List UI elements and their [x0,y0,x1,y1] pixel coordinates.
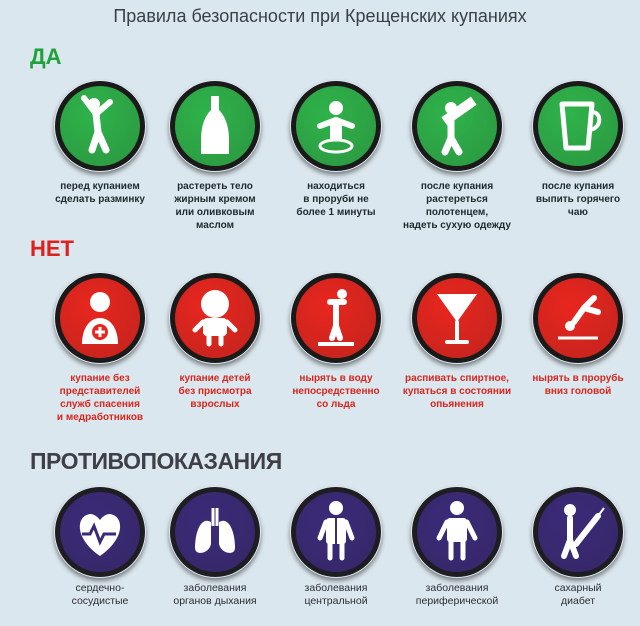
item-caption [270,372,402,411]
section-heading-yes: ДА [30,44,62,69]
syringe-icon [532,486,624,578]
item-caption [34,372,166,424]
caption-line: без присмотра [178,386,252,397]
caption-line: сосудистые [71,595,129,607]
item-caption [270,582,402,608]
caption-line: органов дыхания [173,595,257,607]
caption-line: служб спасения [60,399,140,410]
caption-line: периферической [415,595,499,607]
row-no [0,272,640,423]
caption-line: выпить горячего [535,194,621,205]
caption-line: опьянения [430,399,484,410]
nervous-system-icon [290,486,382,578]
oil-bottle-icon [169,80,261,172]
section-heading-contraindications: ПРОТИВОПОКАЗАНИЯ [30,448,282,474]
caption-line: после купания [541,181,615,192]
child-icon [169,272,261,364]
caption-line: нырять в воду [299,373,373,384]
heart-pulse-icon [54,486,146,578]
caption-line: распивать спиртное, [405,373,509,384]
row-contraindications [0,486,640,626]
diver-on-ice-icon [290,272,382,364]
caption-line: маслом [196,220,234,231]
item-caption [391,180,523,232]
diving-headfirst-icon [532,272,624,364]
caption-line: купание детей [179,373,251,384]
caption-line: чаю [568,207,588,218]
caption-line: и медработников [56,412,144,423]
caption-line: или оливковым [175,207,255,218]
caption-line: сахарный [554,582,602,594]
page-title: Правила безопасности при Крещенских купаниях [113,6,527,26]
caption-line: сделать разминку [55,194,145,205]
caption-line: нырять в прорубь [532,373,624,384]
person-in-ice-hole-icon [290,80,382,172]
person-with-towel-icon [411,80,503,172]
caption-line: купание без [70,373,130,384]
caption-line: заболевания [304,582,368,594]
section-heading-no: НЕТ [30,236,74,261]
caption-line: находиться [307,181,365,192]
cocktail-glass-icon [411,272,503,364]
item-caption [270,180,402,219]
caption-line: заболевания [183,582,247,594]
caption-line: взрослых [190,399,240,410]
caption-line: в проруби не [303,194,369,205]
caption-line: вниз головой [544,386,612,397]
caption-line: непосредственно [292,386,380,397]
hot-cup-icon [532,80,624,172]
item-caption [391,372,523,411]
caption-line: более 1 минуты [296,207,376,218]
item-caption [149,372,281,411]
item-caption [512,180,640,219]
caption-line: перед купанием [60,181,140,192]
no-rescuers-icon [54,272,146,364]
caption-line: центральной [304,595,368,607]
caption-line: жирным кремом [174,194,256,205]
caption-line: сердечно- [75,582,125,594]
person-stretching-icon [54,80,146,172]
caption-line: диабет [560,595,596,607]
caption-line: надеть сухую одежду [403,220,511,231]
item-caption [391,582,523,608]
item-caption [34,582,166,608]
caption-line: со льда [316,399,356,410]
caption-line: после купания [420,181,494,192]
lungs-icon [169,486,261,578]
caption-line: купаться в состоянии [402,386,512,397]
caption-line: растереть тело [177,181,253,192]
peripheral-nerves-icon [411,486,503,578]
caption-line: заболевания [425,582,489,594]
row-yes [0,80,640,231]
caption-line: растереться [426,194,488,205]
caption-line: полотенцем, [425,207,489,218]
caption-line: представителей [59,386,141,397]
item-caption [512,582,640,608]
item-caption [149,180,281,232]
item-caption [512,372,640,398]
item-caption [149,582,281,608]
item-caption [34,180,166,206]
